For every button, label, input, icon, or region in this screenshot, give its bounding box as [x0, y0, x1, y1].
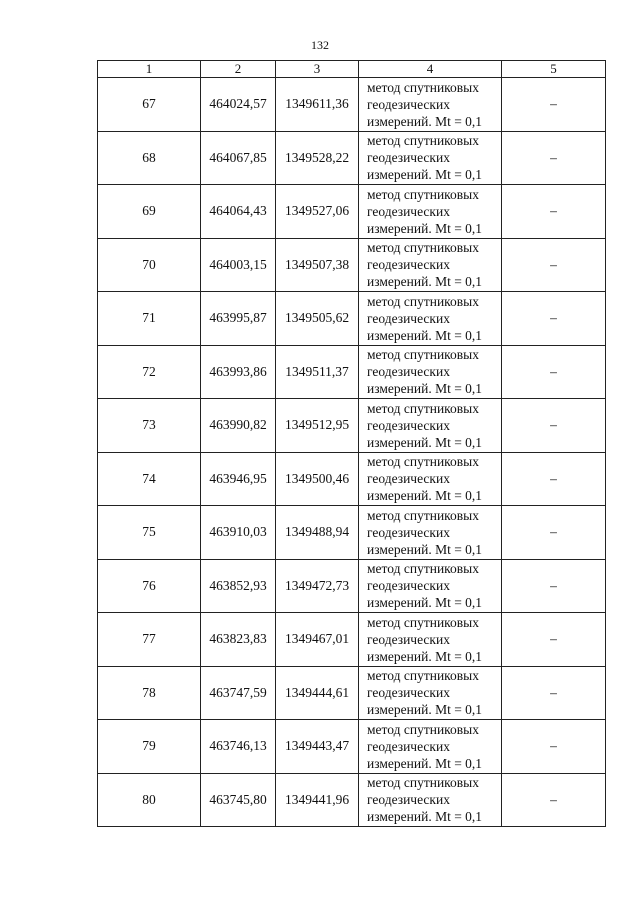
method-line-1: метод спутниковых	[367, 79, 479, 95]
table-row	[98, 399, 606, 453]
method-line-2: геодезических	[367, 524, 450, 540]
x-coordinate-cell: 463910,03	[201, 506, 276, 560]
table-row	[98, 131, 606, 185]
x-coordinate-cell: 464003,15	[201, 238, 276, 292]
x-coordinate-cell: 463852,93	[201, 559, 276, 613]
table-row	[98, 666, 606, 720]
note-cell: –	[502, 131, 606, 185]
method-line-1: метод спутниковых	[367, 400, 479, 416]
method-line-1: метод спутниковых	[367, 614, 479, 630]
method-cell	[359, 613, 502, 667]
note-cell: –	[502, 506, 606, 560]
note-cell: –	[502, 559, 606, 613]
y-coordinate-cell: 1349511,37	[276, 345, 359, 399]
method-line-2: геодезических	[367, 310, 450, 326]
point-number-cell: 77	[98, 613, 201, 667]
point-number-cell: 71	[98, 292, 201, 346]
method-cell	[359, 666, 502, 720]
method-cell	[359, 238, 502, 292]
method-line-2: геодезических	[367, 631, 450, 647]
coordinates-table	[97, 60, 606, 827]
note-cell: –	[502, 292, 606, 346]
method-line-1: метод спутниковых	[367, 347, 479, 363]
table-row	[98, 185, 606, 239]
x-coordinate-cell: 464064,43	[201, 185, 276, 239]
note-cell: –	[502, 185, 606, 239]
point-number-cell: 80	[98, 773, 201, 827]
point-number-cell: 79	[98, 720, 201, 774]
method-line-3: измерений. Mt = 0,1	[367, 702, 483, 718]
method-line-2: геодезических	[367, 257, 450, 273]
method-line-3: измерений. Mt = 0,1	[367, 595, 483, 611]
note-cell: –	[502, 399, 606, 453]
method-line-3: измерений. Mt = 0,1	[367, 167, 483, 183]
x-coordinate-cell: 463990,82	[201, 399, 276, 453]
y-coordinate-cell: 1349500,46	[276, 452, 359, 506]
y-coordinate-cell: 1349528,22	[276, 131, 359, 185]
y-coordinate-cell: 1349444,61	[276, 666, 359, 720]
method-line-2: геодезических	[367, 578, 450, 594]
y-coordinate-cell: 1349443,47	[276, 720, 359, 774]
method-line-2: геодезических	[367, 150, 450, 166]
x-coordinate-cell: 464067,85	[201, 131, 276, 185]
method-line-2: геодезических	[367, 364, 450, 380]
point-number-cell: 68	[98, 131, 201, 185]
table-row	[98, 78, 606, 132]
table-header	[98, 61, 606, 78]
table-row	[98, 452, 606, 506]
y-coordinate-cell: 1349488,94	[276, 506, 359, 560]
point-number-cell: 70	[98, 238, 201, 292]
y-coordinate-cell: 1349611,36	[276, 78, 359, 132]
header-col-4: 4	[359, 61, 502, 78]
method-cell	[359, 78, 502, 132]
method-cell	[359, 452, 502, 506]
note-cell: –	[502, 720, 606, 774]
x-coordinate-cell: 463946,95	[201, 452, 276, 506]
header-col-2: 2	[201, 61, 276, 78]
method-line-1: метод спутниковых	[367, 561, 479, 577]
method-line-2: геодезических	[367, 792, 450, 808]
method-line-2: геодезических	[367, 96, 450, 112]
method-line-3: измерений. Mt = 0,1	[367, 381, 483, 397]
note-cell: –	[502, 452, 606, 506]
header-col-3: 3	[276, 61, 359, 78]
y-coordinate-cell: 1349472,73	[276, 559, 359, 613]
method-cell	[359, 399, 502, 453]
table-row	[98, 720, 606, 774]
y-coordinate-cell: 1349507,38	[276, 238, 359, 292]
method-line-3: измерений. Mt = 0,1	[367, 541, 483, 557]
method-line-1: метод спутниковых	[367, 293, 479, 309]
method-cell	[359, 345, 502, 399]
method-line-3: измерений. Mt = 0,1	[367, 755, 483, 771]
method-line-1: метод спутниковых	[367, 775, 479, 791]
point-number-cell: 69	[98, 185, 201, 239]
x-coordinate-cell: 464024,57	[201, 78, 276, 132]
y-coordinate-cell: 1349512,95	[276, 399, 359, 453]
note-cell: –	[502, 345, 606, 399]
method-line-1: метод спутниковых	[367, 507, 479, 523]
note-cell: –	[502, 773, 606, 827]
x-coordinate-cell: 463995,87	[201, 292, 276, 346]
x-coordinate-cell: 463993,86	[201, 345, 276, 399]
table-body	[98, 78, 606, 827]
method-line-1: метод спутниковых	[367, 668, 479, 684]
method-line-3: измерений. Mt = 0,1	[367, 809, 483, 825]
note-cell: –	[502, 238, 606, 292]
method-line-3: измерений. Mt = 0,1	[367, 488, 483, 504]
method-cell	[359, 559, 502, 613]
method-cell	[359, 773, 502, 827]
method-line-3: измерений. Mt = 0,1	[367, 327, 483, 343]
method-cell	[359, 131, 502, 185]
method-line-3: измерений. Mt = 0,1	[367, 274, 483, 290]
method-line-3: измерений. Mt = 0,1	[367, 113, 483, 129]
method-line-3: измерений. Mt = 0,1	[367, 434, 483, 450]
y-coordinate-cell: 1349527,06	[276, 185, 359, 239]
point-number-cell: 73	[98, 399, 201, 453]
y-coordinate-cell: 1349467,01	[276, 613, 359, 667]
method-line-1: метод спутниковых	[367, 186, 479, 202]
table-row	[98, 506, 606, 560]
header-col-5: 5	[502, 61, 606, 78]
table-row	[98, 292, 606, 346]
method-cell	[359, 720, 502, 774]
y-coordinate-cell: 1349505,62	[276, 292, 359, 346]
method-cell	[359, 292, 502, 346]
method-line-2: геодезических	[367, 417, 450, 433]
method-line-3: измерений. Mt = 0,1	[367, 648, 483, 664]
point-number-cell: 74	[98, 452, 201, 506]
method-cell	[359, 506, 502, 560]
method-line-3: измерений. Mt = 0,1	[367, 220, 483, 236]
note-cell: –	[502, 78, 606, 132]
note-cell: –	[502, 666, 606, 720]
header-row	[98, 61, 606, 78]
table-row	[98, 345, 606, 399]
x-coordinate-cell: 463823,83	[201, 613, 276, 667]
table-row	[98, 238, 606, 292]
method-line-1: метод спутниковых	[367, 133, 479, 149]
note-cell: –	[502, 613, 606, 667]
method-line-2: геодезических	[367, 203, 450, 219]
method-line-1: метод спутниковых	[367, 721, 479, 737]
method-line-1: метод спутниковых	[367, 454, 479, 470]
method-line-2: геодезических	[367, 738, 450, 754]
x-coordinate-cell: 463746,13	[201, 720, 276, 774]
method-line-2: геодезических	[367, 471, 450, 487]
y-coordinate-cell: 1349441,96	[276, 773, 359, 827]
header-col-1: 1	[98, 61, 201, 78]
method-cell	[359, 185, 502, 239]
point-number-cell: 76	[98, 559, 201, 613]
method-line-1: метод спутниковых	[367, 240, 479, 256]
point-number-cell: 75	[98, 506, 201, 560]
point-number-cell: 72	[98, 345, 201, 399]
page-number: 132	[311, 38, 329, 52]
x-coordinate-cell: 463745,80	[201, 773, 276, 827]
x-coordinate-cell: 463747,59	[201, 666, 276, 720]
point-number-cell: 78	[98, 666, 201, 720]
method-line-2: геодезических	[367, 685, 450, 701]
point-number-cell: 67	[98, 78, 201, 132]
table-row	[98, 559, 606, 613]
table-row	[98, 613, 606, 667]
table-row	[98, 773, 606, 827]
